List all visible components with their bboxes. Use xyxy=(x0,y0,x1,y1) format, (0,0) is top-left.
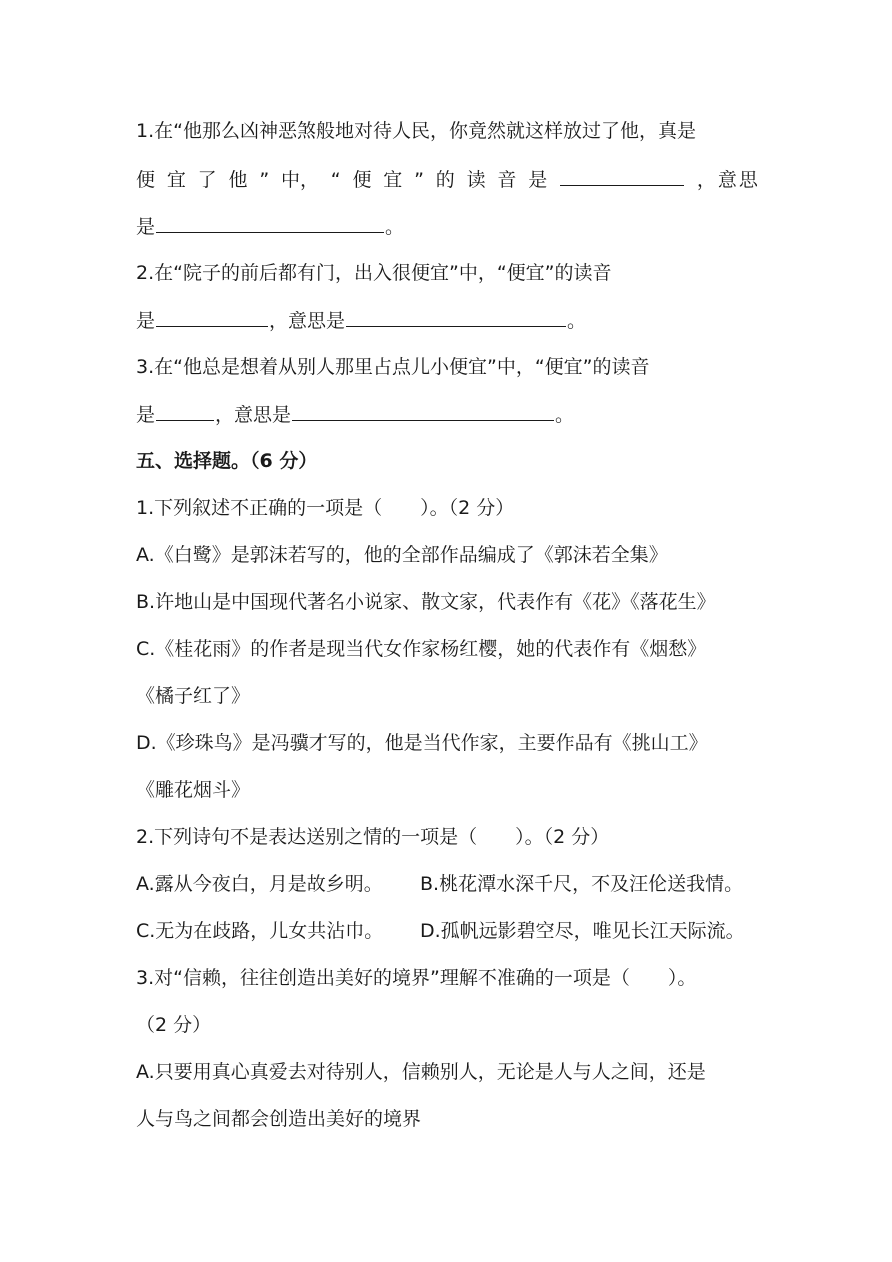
q3-line2 xyxy=(136,402,760,427)
q1-line2-char: “ xyxy=(330,169,341,191)
q1-line2-char: 中， xyxy=(280,169,319,191)
q1-line1 xyxy=(136,119,760,143)
q2-line2 xyxy=(136,308,760,333)
q1-line2-char: 宜 xyxy=(166,169,186,191)
q1-line2-char: 音 xyxy=(497,169,517,191)
s5-q2-options-row2 xyxy=(136,919,760,943)
s5-q3-option-a-text: A.只要用真心真爱去对待别人，信赖别人，无论是人与人之间，还是 xyxy=(136,1061,706,1083)
s5-q1-option-d-cont: 《雕花烟斗》 xyxy=(136,779,251,801)
q2-pronunciation-blank[interactable] xyxy=(156,308,268,327)
s5-q1-option-c-text: C.《桂花雨》的作者是现当代女作家杨红樱，她的代表作有《烟愁》 xyxy=(136,638,707,660)
q1-line2-char: 便 xyxy=(352,169,372,191)
q2-meaning-blank[interactable] xyxy=(346,308,566,327)
q1-line2-char: ” xyxy=(414,169,424,191)
q2-line1 xyxy=(136,261,760,285)
s5-q2-option-a[interactable]: A.露从今夜白，月是故乡明。 xyxy=(136,873,383,895)
q1-line3 xyxy=(136,214,760,239)
q1-line3-end: 。 xyxy=(385,216,405,238)
s5-q2-options-row1 xyxy=(136,872,760,896)
q3-line2-end: 。 xyxy=(555,404,575,426)
s5-q1-option-b-text: B.许地山是中国现代著名小说家、散文家，代表作有《花》《落花生》 xyxy=(136,591,716,613)
s5-q1-stem: 1.下列叙述不正确的一项是（ ）。（2 分） xyxy=(136,497,515,519)
q1-line2-char: 便 xyxy=(136,169,156,191)
s5-q2-option-b[interactable]: B.桃花潭水深千尺，不及汪伦送我情。 xyxy=(420,873,744,895)
s5-q1-option-b[interactable] xyxy=(136,590,760,614)
q1-meaning-blank[interactable] xyxy=(156,214,384,233)
s5-q2-option-d[interactable]: D.孤帆远影碧空尽，唯见长江天际流。 xyxy=(420,920,745,942)
q1-line2-char: 他 xyxy=(228,169,248,191)
q1-line2-char: 的 xyxy=(435,169,455,191)
q3-line1 xyxy=(136,355,760,379)
q3-pronunciation-blank[interactable] xyxy=(156,402,214,421)
q1-line2-char: ” xyxy=(259,169,270,191)
q3-line1-text: 3.在“他总是想着从别人那里占点儿小便宜”中，“便宜”的读音 xyxy=(136,356,650,378)
s5-q3-stem-text: 3.对“信赖，往往创造出美好的境界”理解不准确的一项是（ ）。 xyxy=(136,967,697,989)
q1-line3-prefix: 是 xyxy=(136,216,156,238)
q1-line2-char: 了 xyxy=(197,169,217,191)
q1-pronunciation-blank[interactable] xyxy=(560,167,684,186)
s5-q1-option-a[interactable]: A.《白鹭》是郭沫若写的，他的全部作品编成了《郭沫若全集》 xyxy=(136,544,668,566)
q1-line2-char: 宜 xyxy=(383,169,403,191)
section5-heading: 五、选择题。（6 分） xyxy=(136,450,318,472)
s5-q2-option-c[interactable]: C.无为在歧路，儿女共沾巾。 xyxy=(136,920,384,942)
q3-meaning-blank[interactable] xyxy=(292,402,554,421)
q2-line1-text: 2.在“院子的前后都有门，出入很便宜”中，“便宜”的读音 xyxy=(136,262,612,284)
q1-line2-tail: ，意思 xyxy=(696,169,760,191)
q2-line2-mid: ，意思是 xyxy=(269,310,346,332)
q1-line2-char: 读 xyxy=(466,169,486,191)
s5-q1-option-d-text: D.《珍珠鸟》是冯骥才写的，他是当代作家，主要作品有《挑山工》 xyxy=(136,732,708,754)
s5-q3-points: （2 分） xyxy=(136,1014,212,1036)
q2-line2-prefix: 是 xyxy=(136,310,156,332)
q1-line2 xyxy=(136,167,760,192)
s5-q1-option-c-cont: 《橘子红了》 xyxy=(136,685,251,707)
q3-line2-mid: ，意思是 xyxy=(215,404,292,426)
s5-q3-option-a-cont: 人与鸟之间都会创造出美好的境界 xyxy=(136,1108,422,1130)
q1-line2-char: 是 xyxy=(528,169,548,191)
s5-q3-stem xyxy=(136,966,760,990)
s5-q1-option-d[interactable] xyxy=(136,731,760,755)
q2-line2-end: 。 xyxy=(567,310,587,332)
s5-q1-option-c[interactable] xyxy=(136,637,760,661)
q3-line2-prefix: 是 xyxy=(136,404,156,426)
s5-q3-option-a[interactable] xyxy=(136,1060,760,1084)
q1-line1-text: 1.在“他那么凶神恶煞般地对待人民，你竟然就这样放过了他，真是 xyxy=(136,120,696,142)
s5-q2-stem: 2.下列诗句不是表达送别之情的一项是（ ）。（2 分） xyxy=(136,826,610,848)
